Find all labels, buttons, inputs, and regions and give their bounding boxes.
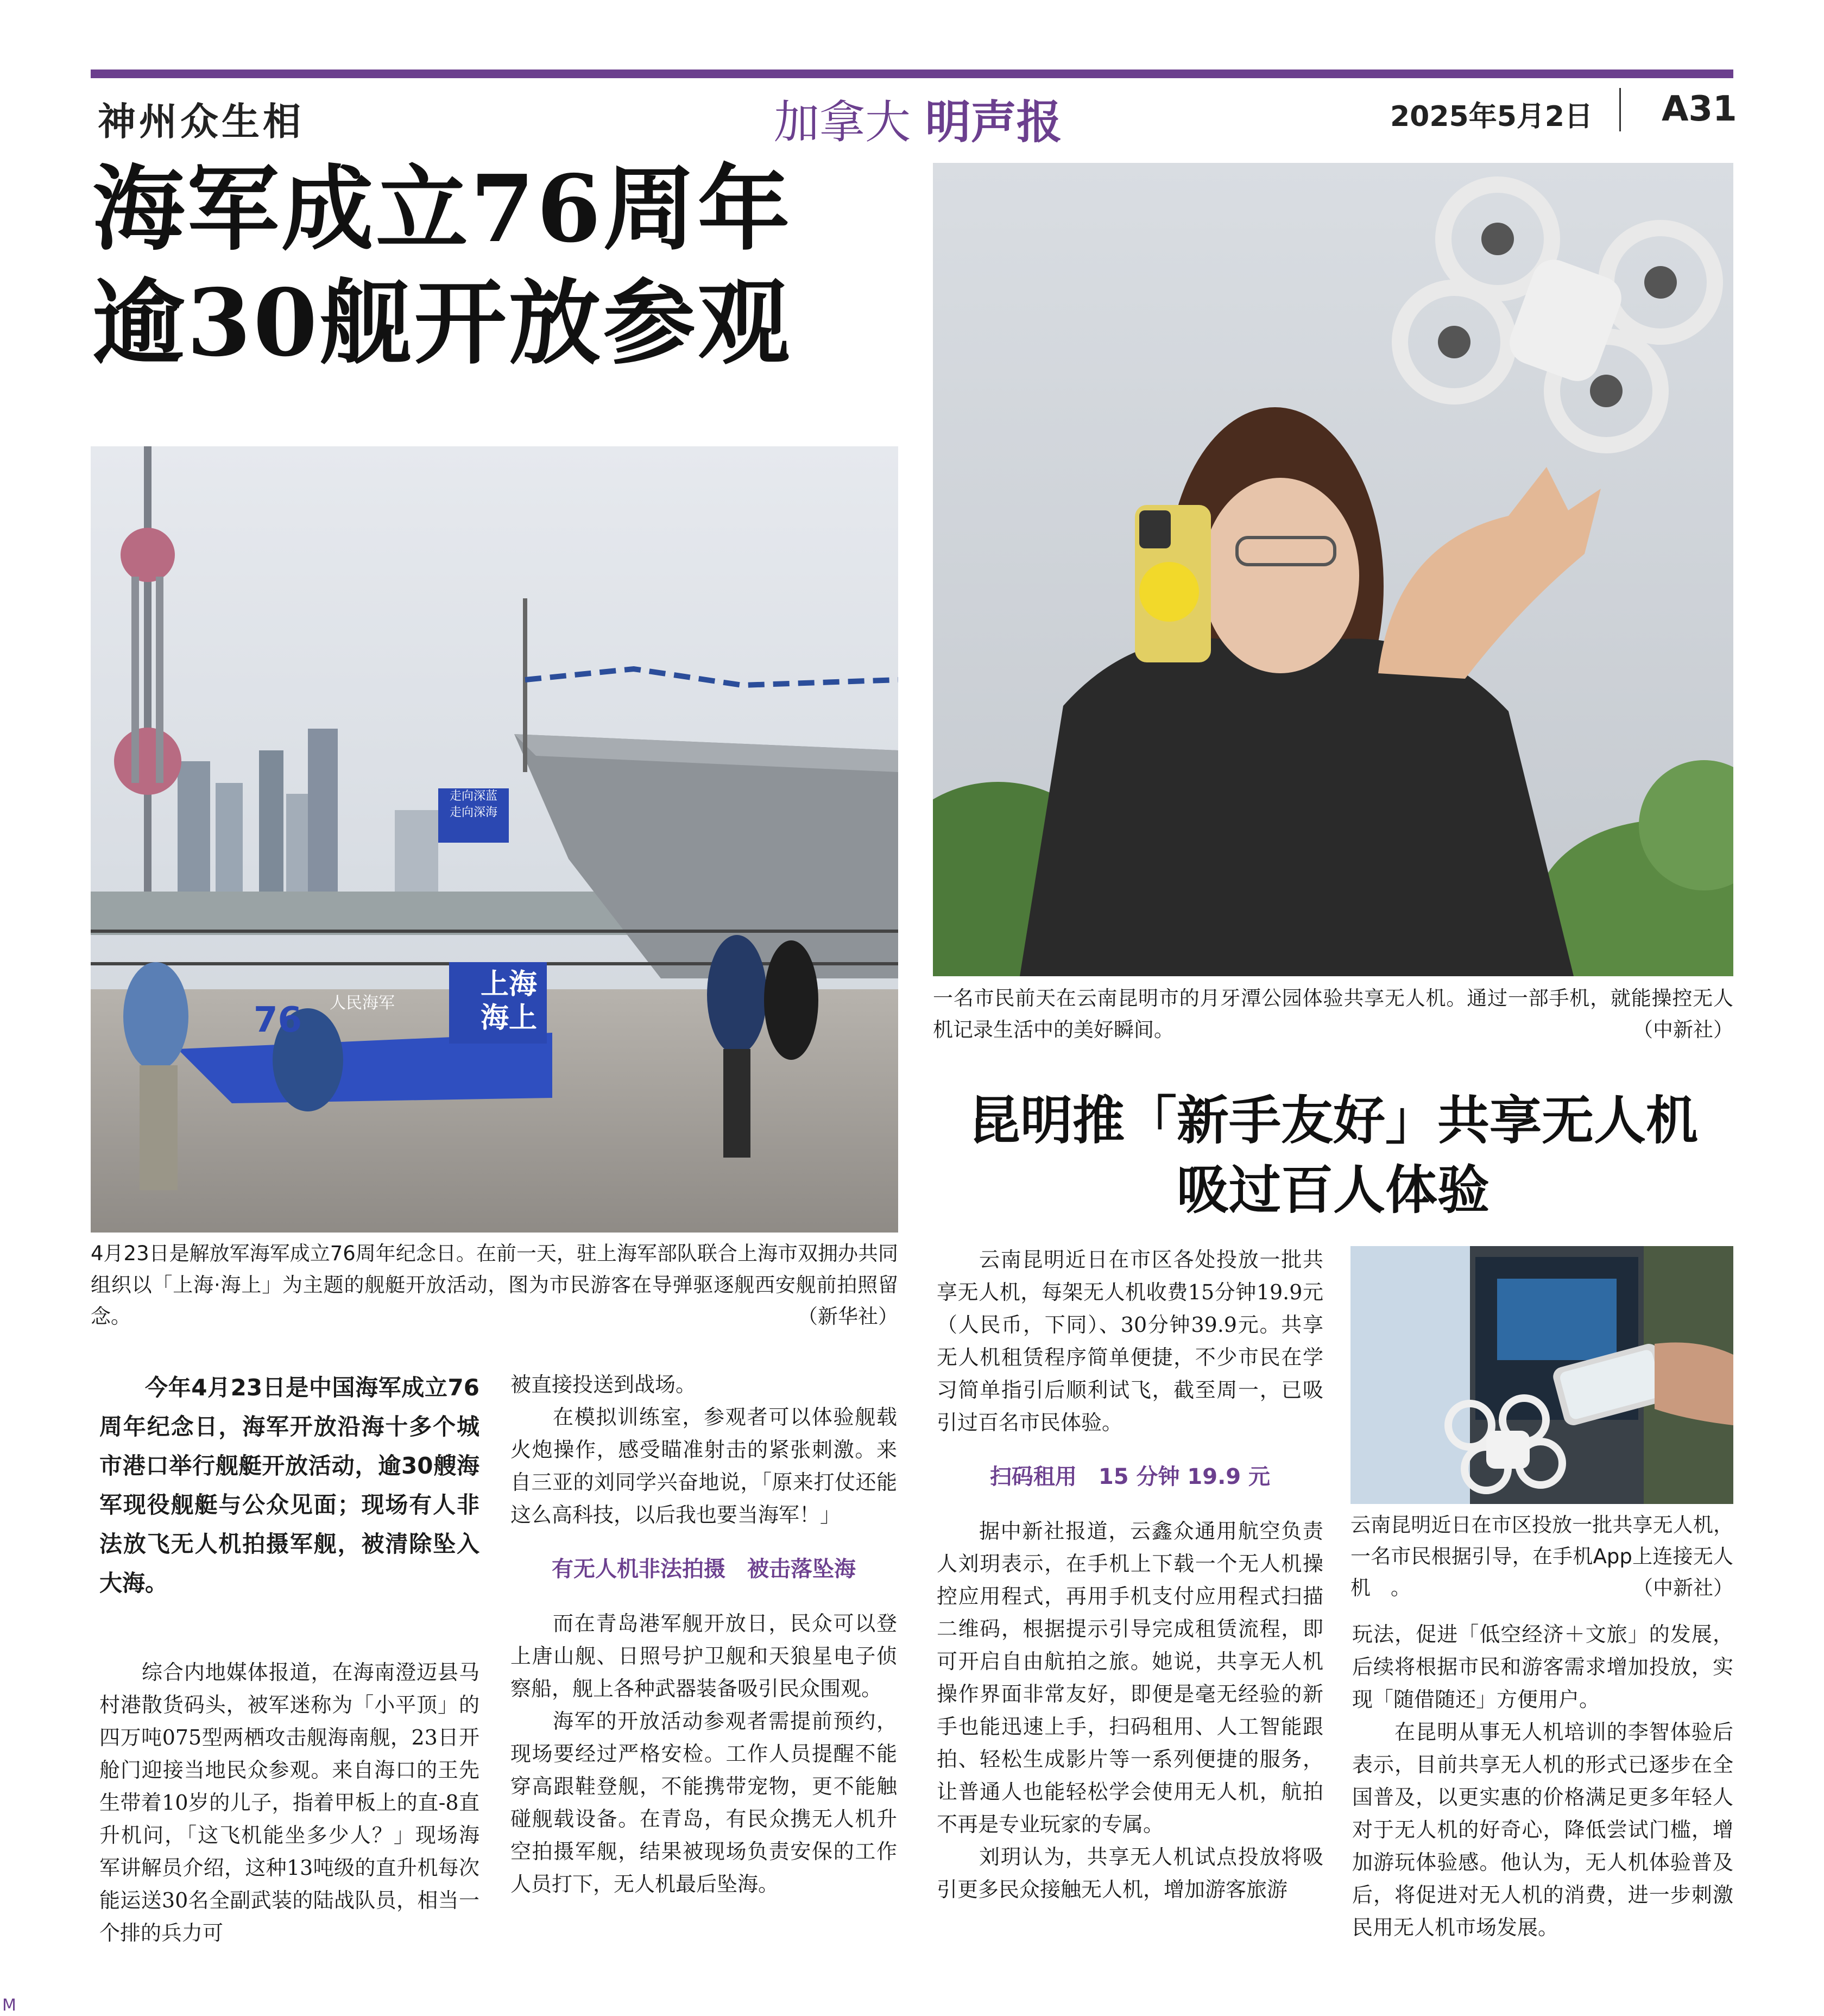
paragraph: 云南昆明近日在市区各处投放一批共享无人机，每架无人机收费15分钟19.9元（人民币，下同）、30分钟39.9元。共享无人机租赁程序简单便捷，不少市民在学习简单指引后顺利试飞，截至周一，已吸引过百名市民体验。	[937, 1248, 1323, 1434]
paragraph: 在昆明从事无人机培训的李智体验后表示，目前共享无人机的形式已逐步在全国普及，以更实惠的价格满足更多年轻人对于无人机的好奇心，降低尝试门槛，增加游玩体验感。他认为，无人机体验普及后，将促进对无人机的消费，进一步刺激民用无人机市场发展。	[1352, 1720, 1733, 1939]
photo-sign-line: 海上	[480, 1002, 537, 1034]
caption-credit: （中新社）	[1633, 1018, 1733, 1041]
story1-lead: 今年4月23日是中国海军成立76周年纪念日，海军开放沿海十多个城市港口举行舰艇开放活动，逾30艘海军现役舰艇与公众见面；现场有人非法放飞无人机拍摄军舰，被清除坠入大海。	[99, 1374, 479, 1596]
drone-photo-illustration	[933, 163, 1733, 976]
story2-subhead: 扫码租用 15 分钟 19.9 元	[989, 1464, 1271, 1489]
paragraph: 海军的开放活动参观者需提前预约，现场要经过严格安检。工作人员提醒不能穿高跟鞋登舰，不能携带宠物，更不能触碰舰载设备。在青岛，有民众携无人机升空拍摄军舰，结果被现场负责安保的工作人员打下，无人机最后坠海。	[510, 1709, 897, 1896]
caption-credit: （新华社）	[798, 1305, 898, 1328]
caption-text: 4月23日是解放军海军成立76周年纪念日。在前一天，驻上海军部队联合上海市双拥办共同组织以「上海·海上」为主题的舰艇开放活动，图为市民游客在导弹驱逐舰西安舰前拍照留念。	[91, 1242, 898, 1328]
footer-mark: M	[2, 1996, 16, 2015]
app-photo-caption	[1350, 1509, 1733, 1604]
paragraph: 玩法，促进「低空经济＋文旅」的发展，后续将根据市民和游客需求增加投放，实现「随借随还」方便用户。	[1352, 1622, 1733, 1711]
page-number: A31	[1662, 89, 1737, 129]
story2-headline	[933, 1086, 1733, 1225]
drone-photo-caption	[933, 983, 1733, 1046]
photo-sign-line: 走向深蓝	[449, 789, 497, 803]
story1-headline	[92, 152, 907, 380]
paragraph: 刘玥认为，共享无人机试点投放将吸引更多民众接触无人机，增加游客旅游	[937, 1845, 1323, 1901]
warship-photo	[91, 446, 898, 1233]
section-title: 神州众生相	[98, 99, 304, 144]
paper-name	[774, 86, 1062, 151]
paragraph: 综合内地媒体报道，在海南澄迈县马村港散货码头，被军迷称为「小平顶」的四万吨075型两栖攻击舰海南舰，23日开舱门迎接当地民众参观。来自海口的王先生带着10岁的儿子，指着甲板上的直-8直升机问，「这飞机能坐多少人？」现场海军讲解员介绍，这种13吨级的直升机每次能运送30名全副武装的陆战队员，相当一个排的兵力可	[99, 1660, 479, 1945]
app-photo-illustration	[1350, 1246, 1733, 1504]
story1-subhead: 有无人机非法拍摄 被击落坠海	[552, 1557, 856, 1582]
paragraph: 在模拟训练室，参观者可以体验舰载火炮操作，感受瞄准射击的紧张刺激。来自三亚的刘同学兴奋地说，「原来打仗还能这么高科技，以后我也要当海军！」	[510, 1405, 897, 1527]
story1-column-1	[99, 1656, 479, 1949]
paragraph: 被直接投送到战场。	[510, 1373, 697, 1396]
story1-column-2	[510, 1368, 897, 1900]
caption-credit: （中新社）	[1633, 1576, 1733, 1600]
issue-date: 2025年5月2日	[1390, 100, 1593, 133]
paragraph: 而在青岛港军舰开放日，民众可以登上唐山舰、日照号护卫舰和天狼星电子侦察船，舰上各种武器装备吸引民众围观。	[510, 1611, 897, 1701]
story2-headline-line2: 吸过百人体验	[1177, 1159, 1490, 1221]
story1-headline-line1: 海军成立76周年	[92, 155, 792, 263]
photo-sign	[476, 968, 541, 1035]
masthead-rule	[91, 69, 1733, 78]
paragraph: 据中新社报道，云鑫众通用航空负责人刘玥表示，在手机上下载一个无人机操控应用程式，再用手机支付应用程式扫描二维码，根据提示引导完成租赁流程，即可开启自由航拍之旅。她说，共享无人机操作界面非常友好，即便是毫无经验的新手也能迅速上手，扫码租用、人工智能跟拍、轻松生成影片等一系列便捷的服务，让普通人也能轻松学会使用无人机，航拍不再是专业玩家的专属。	[937, 1519, 1323, 1836]
caption-text: 云南昆明近日在市区投放一批共享无人机，一名市民根据引导，在手机App上连接无人机 。	[1350, 1513, 1733, 1600]
photo-sign-line: 上海	[480, 968, 537, 1001]
drone-photo	[933, 163, 1733, 976]
story2-column-1	[937, 1243, 1323, 1906]
photo-sign-line: 走向深海	[449, 806, 497, 819]
masthead-divider	[1619, 88, 1621, 131]
app-photo	[1350, 1246, 1733, 1504]
paper-title: 明声报	[925, 96, 1062, 149]
paper-prefix: 加拿大	[774, 96, 911, 149]
warship-photo-caption	[91, 1238, 898, 1332]
photo-sign: 76	[254, 1000, 302, 1040]
photo-sign: 人民海军	[330, 994, 395, 1013]
caption-text: 一名市民前天在云南昆明市的月牙潭公园体验共享无人机。通过一部手机，就能操控无人机记录生活中的美好瞬间。	[933, 987, 1733, 1041]
photo-sign	[438, 788, 509, 843]
story1-headline-line2: 逾30舰开放参观	[92, 269, 792, 377]
story2-column-2	[1352, 1618, 1733, 1944]
story2-headline-line1: 昆明推「新手友好」共享无人机	[968, 1090, 1698, 1151]
